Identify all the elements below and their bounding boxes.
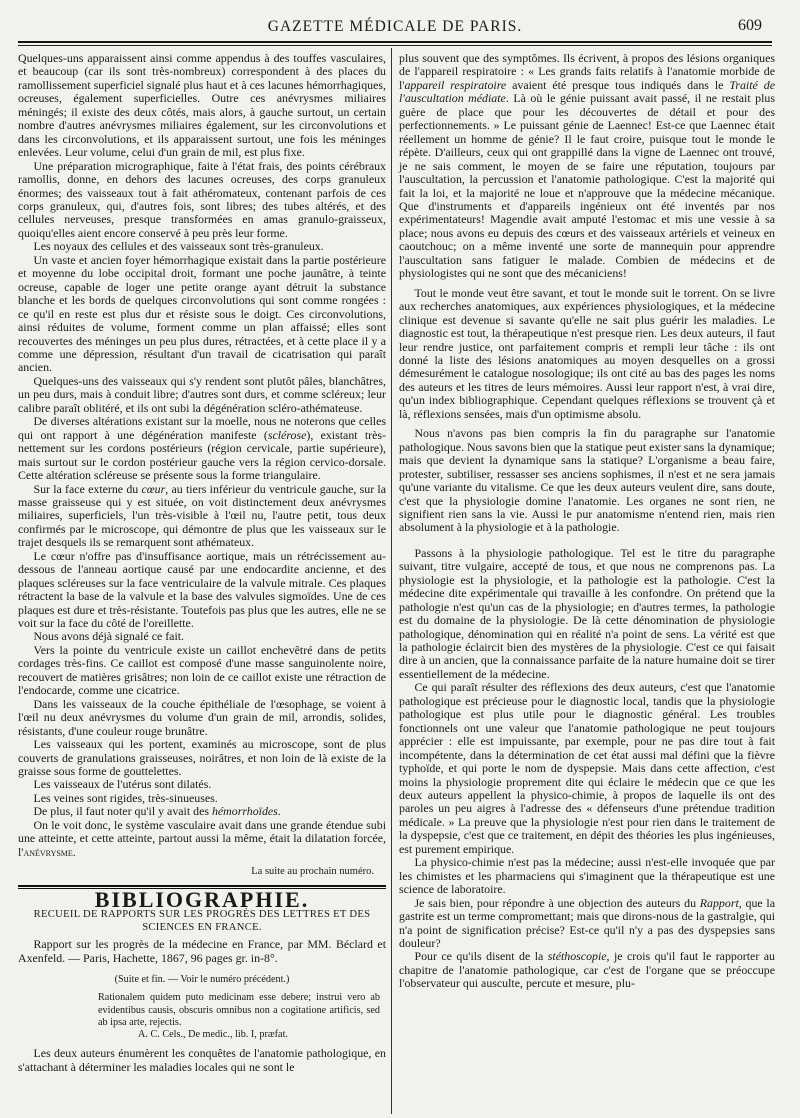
paragraph: Les noyaux des cellules et des vaisseaux sont très-granuleux. bbox=[33, 239, 324, 254]
page-number: 609 bbox=[738, 17, 762, 34]
bibliography-subheading: RECUEIL DE RAPPORTS SUR LES PROGRÈS DES LETTRES ET DES SCIENCES EN FRANCE. bbox=[33, 909, 371, 934]
paragraph: Les vaisseaux de l'utérus sont dilatés. bbox=[33, 777, 212, 792]
column-divider bbox=[391, 48, 392, 1114]
continuation-note: (Suite et fin. — Voir le numéro précédent.) bbox=[114, 974, 290, 985]
paragraph: Dans les vaisseaux de la couche épithéliale de l'œsophage, se voient à l'œil nu deux anévrysmes du volume d'un grain de mil, arrondis, solides, résistants, d'une couleur rouge brunâtre. bbox=[18, 696, 386, 738]
bibliography-heading: BIBLIOGRAPHIE. bbox=[94, 886, 310, 912]
paragraph: Sur la face externe du cœur, au tiers inférieur du ventricule gauche, sur la masse graisseuse qui y est située, on voit distinctement deux anévrysmes miliaires, superficiels, l'un très-visible à l'œil nu, l'autre petit, tous deux confirmés par le microscope, qui démontre de plus que les vaisseaux sur le trajet desquels ils se remarquent sont athémateux. bbox=[18, 481, 386, 550]
page-header bbox=[18, 14, 772, 40]
right-column bbox=[399, 52, 775, 991]
paragraph: Les veines sont rigides, très-sinueuses. bbox=[33, 790, 218, 805]
paragraph: Un vaste et ancien foyer hémorrhagique existait dans la partie postérieure et moyenne du lobe occipital droit, formant une poche jaunâtre, à teinte ocreuse, capable de loger une petite orange ayant détruit la substance blanche et les bords de quelques circonvolutions qui sont comme rongées : ce qu'il en reste est plus dur et résiste sous le doigt. Ces circonvolutions, ainsi réduites de volume, forment comme un plan affaissé; elles sont recouvertes des méninges un peu plus dures, rétractées, et à cette place il y a comme une dépression, résultant d'un travail de cicatrisation qui paraît ancien. bbox=[18, 252, 386, 375]
paragraph: Je sais bien, pour répondre à une objection des auteurs du Rapport, que la gastrite est un terme compromettant; mais que dirons-nous de la gastralgie, qui n'a point de signification précise? Est-ce qu'il n'y a pas des dyspepsies sans douleur? bbox=[399, 895, 775, 950]
epigraph bbox=[98, 992, 380, 1041]
epigraph-source: A. C. Cels., De medic., lib. I, præfat. bbox=[138, 1029, 288, 1041]
paragraph: On le voit donc, le système vasculaire avait dans une grande étendue subi une atteinte, et cette atteinte, partout aussi la même, était la dilatation forcée, l'anévrysme. bbox=[18, 817, 386, 859]
paragraph: Les vaisseaux qui les portent, examinés au microscope, sont de plus couverts de granulations graisseuses, noirâtres, et non loin de là existe de la graisse sous forme de gouttelettes. bbox=[18, 737, 386, 779]
header-rule bbox=[18, 41, 772, 43]
paragraph: De plus, il faut noter qu'il y avait des hémorrhoïdes. bbox=[33, 804, 281, 819]
paragraph: La physico-chimie n'est pas la médecine; aussi n'est-elle invoquée que par les chimistes et les pharmaciens qui s'imaginent que la thérapeutique est une science de laboratoire. bbox=[399, 855, 775, 897]
paragraph: Vers la pointe du ventricule existe un caillot enchevêtré dans de petits cordages très-fins. Ce caillot est composé d'une masse sanguinolente noire, recouvert de matières grisâtres; non loin de ce caillot existe une rétraction de l'endocarde, comme une cicatrice. bbox=[18, 642, 386, 698]
paragraph: Quelques-uns des vaisseaux qui s'y rendent sont plutôt pâles, blanchâtres, un peu durs, mais à conduit libre; d'autres sont durs, et comme scléreux; leur calibre paraît oblitéré, et ils ont subi la dégénération scléro-athémateuse. bbox=[18, 373, 386, 415]
paragraph: Passons à la physiologie pathologique. Tel est le titre du paragraphe suivant, titre vulgaire, accepté de tous, et que nous ne comprenons pas. La physiologie est la physiologie, et la pathologie est la pathologie. C'est la médecine dite expérimentale qui travaille à les confondre. On prétend que la pathologie n'est qu'un cas de la physiologie; en d'autres termes, la pathologie est du domaine de la physiologie. De là cette dénomination de physiologie pathologique, dénomination qui en réalité n'a point de sens. La vérité est que la pathologie éclaircit bien des mystères de la physiologie. C'est ce qui faisait dire à un ancien, que la connaissance parfaite de la nature humaine doit se tirer essentiellement de la médecine. bbox=[399, 545, 775, 681]
paragraph: Pour ce qu'ils disent de la stéthoscopie, je crois qu'il faut le rapporter au chapitre de l'anatomie pathologique, car c'est de l'organe que se préoccupe l'observateur qui ausculte, percute et mesure, plu- bbox=[399, 949, 775, 991]
left-column bbox=[18, 52, 386, 1074]
paragraph: Nous n'avons pas bien compris la fin du paragraphe sur l'anatomie pathologique. Nous savons bien que la statique peut exister sans la dynamique; mais que devient la dynamique sans la statique? L'organisme a beau faire, protester, subtiliser, ressasser ses anciens sophismes, il n'est et ne sera jamais qu'une variante du vitalisme. Ce que les deux auteurs veulent dire, sans doute, c'est que la physiologie domine l'anatomie. Les organes ne sont rien, ne signifient rien sans la vie. Aussi le pur anatomisme n'entend rien, mais rien absolument à la physiologie et à la pathologie. bbox=[399, 426, 775, 535]
paragraph: Tout le monde veut être savant, et tout le monde suit le torrent. On se livre aux recherches anatomiques, aux expériences physiologiques, et la médecine clinique est devenue si savante qu'elle ne sait plus guérir les maladies. Le diagnostic est tout, la thérapeutique n'est presque rien. Les deux auteurs, il faut leur rendre justice, ont parfaitement compris et rempli leur tâche : ils ont donné la liste des lésions anatomiques au moyen desquelles on a grossi démesurément le catalogue nosologique; ils ont cité au bas des pages les noms des auteurs et les titres de leurs mémoires. Aussi leur rapport n'est, à vrai dire, qu'un index bibliographique. Cependant quelques réflexions se trouvent çà et là, réflexions sensées, mais d'un optimisme absolu. bbox=[399, 285, 775, 421]
paragraph: Quelques-uns apparaissent ainsi comme appendus à des touffes vasculaires, et beaucoup (car ils sont très-nombreux) correspondent à des places du ramollissement superficiel signalé plus haut et à ces lacunes hémorrhagiques, ocreuses, également superficielles. Outre ces anévrysmes miliaires méningés; il existe des deux côtés, mais alors, à gauche surtout, un certain nombre d'autres anévrysmes miliaires également, sur les circonvolutions et dans les circonvolutions, et ils apparaissent surtout, une fois les méninges enlevées. Leur volume, celui d'un grain de mil, est plus fixe. bbox=[18, 51, 386, 160]
paragraph: Une préparation micrographique, faite à l'état frais, des points cérébraux ramollis, donne, en dehors des lacunes ocreuses, des corps granuleux énormes; des vaisseaux tout à fait athéromateux, contenant parfois de ces corps granuleux, qui, d'autres fois, sont libres; des tubes altérés, et des cellules nerveuses, presque transformées en amas granulo-graisseux, quoiqu'elles aient encore conservé à peu près leur forme. bbox=[18, 158, 386, 240]
paragraph: Les deux auteurs énumèrent les conquêtes de l'anatomie pathologique, en s'attachant à déterminer les maladies locales qui ne sont le bbox=[18, 1046, 386, 1074]
paragraph: De diverses altérations existant sur la moelle, nous ne noterons que celles qui ont rapport à une dégénération manifeste (sclérose), existant très-nettement sur les cordons postérieurs (région cervicale, partie supérieure), mais surtout sur le cordon postérieur gauche vers la région cervico-dorsale. Cette altération scléreuse se présente sous la forme triangulaire. bbox=[18, 414, 386, 483]
epigraph-text: Rationalem quidem puto medicinam esse debere; instrui vero ab evidentibus causis, obscuris omnibus non a cogitatione artificis, sed ab ipsa arte, rejectis. bbox=[98, 992, 380, 1028]
continued-note: La suite au prochain numéro. bbox=[251, 866, 374, 878]
header-rule-thin bbox=[18, 45, 772, 46]
bibliography-reference: Rapport sur les progrès de la médecine en France, par MM. Béclard et Axenfeld. — Paris, Hachette, 1867, 96 pages gr. in-8°. bbox=[18, 937, 386, 965]
journal-title: GAZETTE MÉDICALE DE PARIS. bbox=[267, 18, 523, 35]
paragraph: Nous avons déjà signalé ce fait. bbox=[33, 629, 185, 644]
paragraph: Le cœur n'offre pas d'insuffisance aortique, mais un rétrécissement au-dessous de l'anneau aortique causé par une endocardite ancienne, et des plaques scléreuses sur la face ventriculaire de la valvule mitrale. Ces plaques rétractent la base de la valvule et la base des valvules sigmoïdes. Une de ces plaques est dure et très-résistante. Toutefois pas plus que les autres, elle ne se voit sur la face du côté de l'oreillette. bbox=[18, 548, 386, 631]
paragraph: Ce qui paraît résulter des réflexions des deux auteurs, c'est que l'anatomie pathologique est précieuse pour le diagnostic local, tandis que la physiologie pathologique est plus utile pour le diagnostic général. Les troubles fonctionnels ont une valeur que l'anatomie pathologique ne peut toujours apprécier : elle est impuissante, par exemple, pour ne pas dire tout à fait incompétente, dans la détermination de cet état aussi mal défini que la fièvre typhoïde, et qui porte le nom de dyspepsie. Mais dans cette affection, c'est moins la physiologie proprement dite qui éclaire le médecin que ce que les deux auteurs appellent la physico-chimie, à propos de laquelle ils ont des paroles un peu aigres à l'adresse des « défenseurs d'une prétendue tradition médicale. » La preuve que la physiologie n'est pour rien dans le traitement de la dyspepsie, c'est que ce traitement, en dépit des théories les plus ingénieuses, est purement empirique. bbox=[399, 680, 775, 856]
paragraph: plus souvent que des symptômes. Ils écrivent, à propos des lésions organiques de l'appareil respiratoire : « Les grands faits relatifs à l'anatomie morbide de l'appareil respiratoire avaient été presque tous indiqués dans le Traité de l'auscultation médiate. Là où le génie puissant avait passé, il ne restait plus guère de place que pour les découvertes de détail et pour des perfectionnements. » Le puissant génie de Laennec! Est-ce que Laennec était réellement un homme de génie? Il le faut croire, puisque tout le monde le répète. D'ailleurs, ceux qui ont grappillé dans la vigne de Laennec ont trouvé, je ne sais comment, le moyen de se faire une réputation, toujours par l'auscultation, la percussion et l'anatomie pathologique. C'est la majorité qui fait la loi, et la majorité ne loue et n'approuve que la médecine mécanique. Que d'instruments et d'appareils ingénieux ont été inventés par nos expérimentateurs! Magendie avait amputé l'estomac et mis une vessie à sa place; nous avons eu depuis des cœurs et des vaisseaux artériels et veineux en caoutchouc; on a même inventé une sorte de mannequin pour apprendre l'auscultation sans fatiguer le malade. Combien de médecins et de physiologistes qui ne sont que des mécaniciens! bbox=[399, 51, 775, 281]
